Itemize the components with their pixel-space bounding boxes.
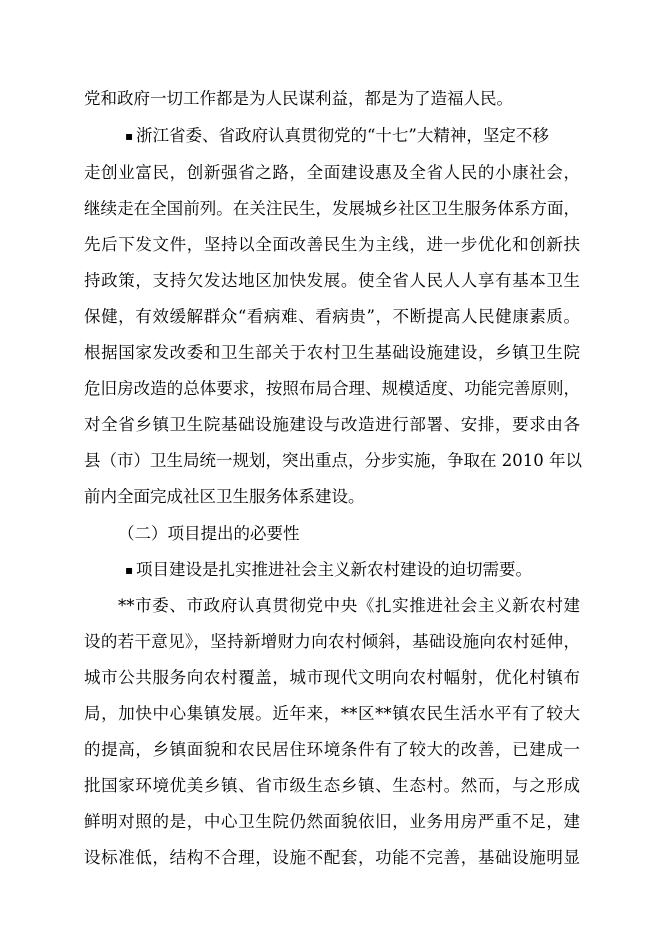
text-line: **市委、市政府认真贯彻党中央《扎实推进社会主义新农村建 (118, 596, 580, 615)
text-line: 设的若干意见》，坚持新增财力向农村倾斜，基础设施向农村延伸， (84, 632, 580, 651)
text-line: 批国家环境优美乡镇、省市级生态乡镇、生态村。然而，与之形成 (84, 776, 580, 795)
bullet-icon: ▪ (125, 563, 134, 577)
text-line: 党和政府一切工作都是为人民谋利益，都是为了造福人民。 (84, 89, 513, 108)
text-line: 城市公共服务向农村覆盖，城市现代文明向农村幅射，优化村镇布 (84, 668, 580, 687)
text-line: 县（市）卫生局统一规划，突出重点，分步实施，争取在 2010 年以 (84, 451, 582, 470)
bullet-icon: ▪ (125, 129, 134, 143)
bullet-line (125, 125, 621, 147)
text-line: 危旧房改造的总体要求，按照布局合理、规模适度、功能完善原则， (84, 379, 580, 398)
text-line: 的提高，乡镇面貌和农民居住环境条件有了较大的改善，已建成一 (84, 740, 580, 759)
text-line: 对全省乡镇卫生院基础设施建设与改造进行部署、安排，要求由各 (84, 415, 580, 434)
text-line: 设标准低，结构不合理，设施不配套，功能不完善，基础设施明显 (84, 848, 580, 867)
text-line: 持政策，支持欠发达地区加快发展。使全省人民人人享有基本卫生 (84, 271, 580, 290)
text-line: 项目建设是扎实推进社会主义新农村建设的迫切需要。 (136, 560, 532, 579)
text-line: 先后下发文件，坚持以全面改善民生为主线，进一步优化和创新扶 (84, 235, 580, 254)
text-line: 保健，有效缓解群众“看病难、看病贵”，不断提高人民健康素质。 (84, 307, 580, 326)
text-line: 前内全面完成社区卫生服务体系建设。 (84, 487, 365, 506)
text-line: 继续走在全国前列。在关注民生，发展城乡社区卫生服务体系方面， (84, 199, 580, 218)
text-line: 局，加快中心集镇发展。近年来，**区**镇农民生活水平有了较大 (84, 704, 580, 723)
section-heading: （二）项目提出的必要性 (118, 524, 300, 543)
text-line: 根据国家发改委和卫生部关于农村卫生基础设施建设，乡镇卫生院 (84, 343, 580, 362)
text-line: 鲜明对照的是，中心卫生院仍然面貌依旧，业务用房严重不足，建 (84, 812, 580, 831)
text-line: 走创业富民，创新强省之路，全面建设惠及全省人民的小康社会， (84, 163, 580, 182)
bullet-line (125, 559, 621, 581)
text-line: 浙江省委、省政府认真贯彻党的“十七”大精神，坚定不移 (136, 126, 549, 145)
